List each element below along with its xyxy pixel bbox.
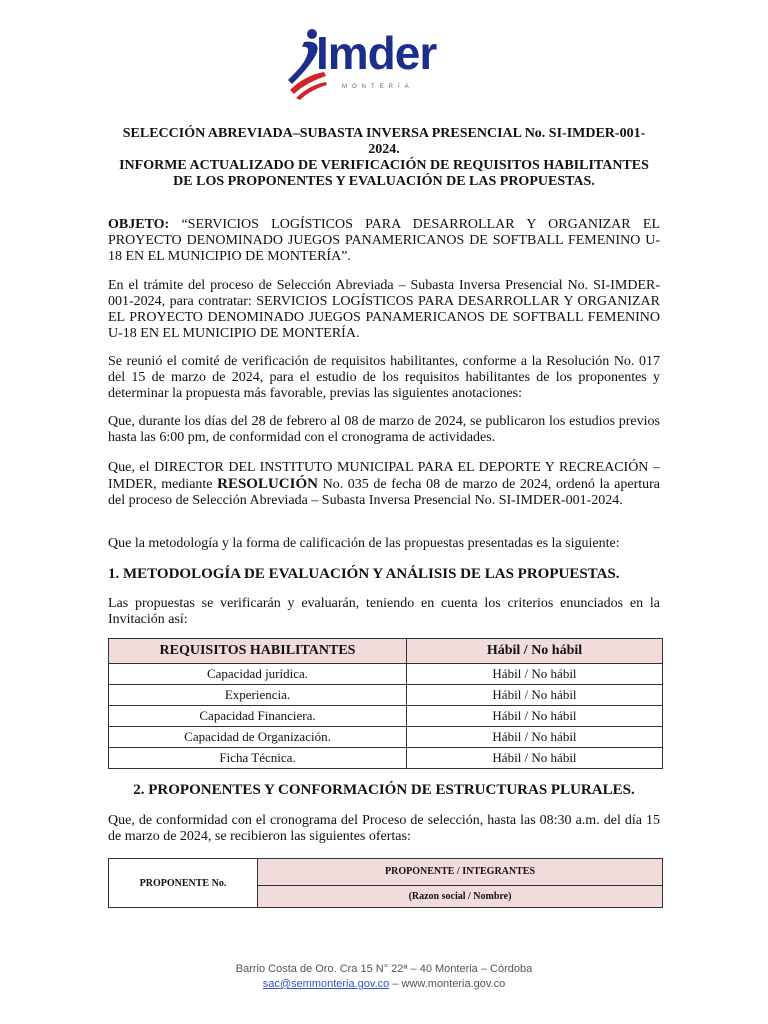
objeto-text: “SERVICIOS LOGÍSTICOS PARA DESARROLLAR Y ORGANIZAR EL PROYECTO DENOMINADO JUEGOS PANAMERICANOS DE SOFTBALL FEMENINO U-18 EN EL MUNICIPIO DE MONTERÍA”. bbox=[108, 217, 660, 264]
table-cell: Capacidad Financiera. bbox=[109, 706, 407, 727]
table-header-proponente-integrantes: PROPONENTE / INTEGRANTES bbox=[258, 859, 663, 886]
table-row bbox=[109, 748, 663, 769]
footer-email-link[interactable]: sac@semmonteria.gov.co bbox=[262, 978, 390, 990]
objeto-label: OBJETO: bbox=[108, 217, 170, 232]
table-cell: Ficha Técnica. bbox=[109, 748, 407, 769]
table-header-requisitos: REQUISITOS HABILITANTES bbox=[109, 639, 407, 664]
resolucion-label: RESOLUCIÓN bbox=[217, 476, 318, 492]
title-line-1: SELECCIÓN ABREVIADA–SUBASTA INVERSA PRESENCIAL No. SI-IMDER-001-2024. bbox=[122, 126, 646, 157]
logo-wordmark: Imder bbox=[316, 27, 437, 79]
paragraph-2: Se reunió el comité de verificación de requisitos habilitantes, conforme a la Resolución No. 017 del 15 de marzo de 2024, para el estudio de los requisitos habilitantes de los proponentes y determinar la propuesta más favorable, previas las siguientes anotaciones: bbox=[108, 354, 660, 401]
table-cell: Experiencia. bbox=[109, 685, 407, 706]
table-header-proponente-no: PROPONENTE No. bbox=[109, 859, 258, 908]
footer-website[interactable]: www.monteria.gov.co bbox=[401, 978, 506, 990]
requisitos-table bbox=[108, 638, 663, 769]
table-row bbox=[109, 685, 663, 706]
document-title bbox=[108, 126, 660, 190]
proponentes-table bbox=[108, 858, 663, 908]
imder-logo bbox=[282, 24, 486, 102]
paragraph-5: Que la metodología y la forma de calificación de las propuestas presentadas es la siguiente: bbox=[108, 536, 620, 551]
logo-city: MONTERÍA bbox=[342, 84, 414, 90]
paragraph-4-text-b: No. 035 de fecha 08 de marzo de 2024, ordenó la apertura del proceso de Selección Abreviada – Subasta Inversa Presencial No. SI-IMDER-001-2024. bbox=[108, 477, 661, 508]
footer-contact bbox=[0, 977, 768, 992]
table-cell: Hábil / No hábil bbox=[407, 664, 663, 685]
table-row bbox=[109, 859, 663, 886]
table-header-habil: Hábil / No hábil bbox=[407, 639, 663, 664]
paragraph-7: Que, de conformidad con el cronograma del Proceso de selección, hasta las 08:30 a.m. del día 15 de marzo de 2024, se recibieron las siguientes ofertas: bbox=[108, 813, 660, 844]
table-row bbox=[109, 664, 663, 685]
title-line-2: INFORME ACTUALIZADO DE VERIFICACIÓN DE REQUISITOS HABILITANTES DE LOS PROPONENTES Y EVALUACIÓN DE LAS PROPUESTAS. bbox=[119, 158, 649, 189]
footer-separator: – bbox=[389, 978, 402, 990]
paragraph-6: Las propuestas se verificarán y evaluarán, teniendo en cuenta los criterios enunciados en la Invitación así: bbox=[108, 596, 660, 627]
paragraph-1: En el trámite del proceso de Selección Abreviada – Subasta Inversa Presencial No. SI-IMDER-001-2024, para contratar: SERVICIOS LOGÍSTICOS PARA DESARROLLAR Y ORGANIZAR EL PROYECTO DENOMINADO JUEGOS PANAMERICANOS DE SOFTBALL FEMENINO U-18 EN EL MUNICIPIO DE MONTERÍA. bbox=[108, 278, 660, 341]
paragraph-4-text-a: Que, el DIRECTOR DEL INSTITUTO MUNICIPAL PARA EL DEPORTE Y RECREACIÓN – IMDER, mediante bbox=[108, 460, 660, 492]
table-cell: Hábil / No hábil bbox=[407, 727, 663, 748]
table-header-row bbox=[109, 639, 663, 664]
paragraph-4 bbox=[108, 460, 660, 509]
paragraph-3: Que, durante los días del 28 de febrero al 08 de marzo de 2024, se publicaron los estudios previos hasta las 6:00 pm, de conformidad con el cronograma de actividades. bbox=[108, 414, 660, 445]
table-cell: Hábil / No hábil bbox=[407, 748, 663, 769]
page-footer bbox=[0, 962, 768, 992]
table-cell: Capacidad jurídica. bbox=[109, 664, 407, 685]
table-cell: Hábil / No hábil bbox=[407, 706, 663, 727]
section-1-heading: 1. METODOLOGÍA DE EVALUACIÓN Y ANÁLISIS DE LAS PROPUESTAS. bbox=[108, 566, 620, 582]
objeto-paragraph bbox=[108, 217, 660, 265]
table-row bbox=[109, 706, 663, 727]
table-cell: Capacidad de Organización. bbox=[109, 727, 407, 748]
table-subheader-razon-social: (Razon social / Nombre) bbox=[258, 885, 663, 907]
table-cell: Hábil / No hábil bbox=[407, 685, 663, 706]
table-row bbox=[109, 727, 663, 748]
section-2-heading: 2. PROPONENTES Y CONFORMACIÓN DE ESTRUCTURAS PLURALES. bbox=[133, 782, 635, 798]
footer-address: Barrio Costa de Oro. Cra 15 N° 22ª – 40 Monteria – Córdoba bbox=[235, 963, 533, 975]
